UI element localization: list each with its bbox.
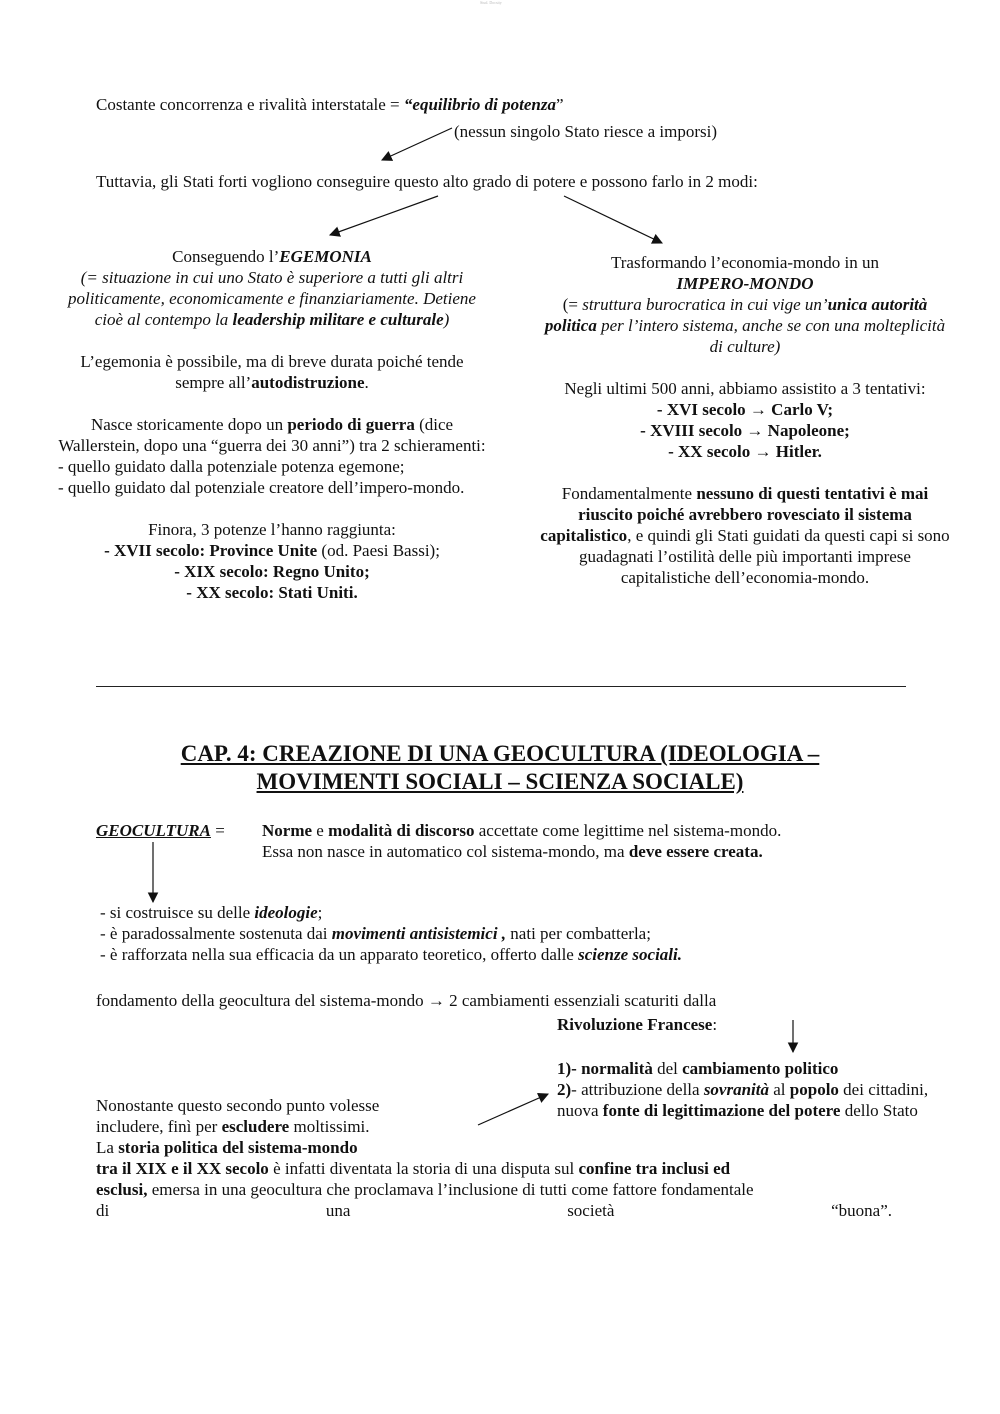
section-divider — [96, 686, 906, 687]
impero-paragraph-3: Fondamentalmente nessuno di questi tentativi è mai riuscito poiché avrebbero rovesciato il sistema capitalistico, e quindi gli Stati guidati da questi capi si sono guadagnati l’ostilità delle più importanti imprese capitalistiche dell’economia-mondo. — [540, 484, 950, 587]
egemonia-definition: (= situazione in cui uno Stato è superiore a tutti gli altri politicamente, economicamente e finanziariamente. Detiene cioè al contempo la leadership militare e culturale) — [68, 268, 476, 329]
intro-line-1 — [96, 94, 564, 115]
geocultura-bullet-2: - è paradossalmente sostenuta dai movimenti antisistemici , nati per combatterla; — [100, 924, 651, 943]
chapter-title-line-1: CAP. 4: CREAZIONE DI UNA GEOCULTURA (IDEOLOGIA – — [180, 741, 820, 766]
egemonia-list-2: - XIX secolo: Regno Unito; — [174, 562, 370, 581]
closing-line-6: di una società “buona”. — [96, 1201, 892, 1220]
geocultura-term: GEOCULTURA — [96, 821, 211, 840]
egemonia-paragraph-3: Nasce storicamente dopo un periodo di guerra (dice Wallerstein, dopo una “guerra dei 30 anni”) tra 2 schieramenti: — [58, 415, 486, 455]
foundation-item-1: 1)- normalità del cambiamento politico — [557, 1059, 839, 1078]
watermark: Stud. Docsity — [480, 0, 502, 5]
egemonia-bullet-1: - quello guidato dalla potenziale potenza egemone; — [58, 457, 405, 476]
closing-left — [96, 1095, 446, 1158]
impero-list-2: - XVIII secolo → Napoleone; — [640, 421, 850, 440]
chapter-title — [60, 740, 940, 796]
arrow-to-impero — [564, 196, 662, 243]
closing-line-1: Nonostante questo secondo punto volesse — [96, 1096, 380, 1115]
left-column — [58, 246, 486, 603]
egemonia-paragraph-4: Finora, 3 potenze l’hanno raggiunta: — [148, 520, 396, 539]
egemonia-list-1: - XVII secolo: Province Unite (od. Paesi Bassi); — [104, 541, 440, 560]
arrow-closing-to-item2 — [478, 1094, 548, 1125]
intro-term: “equilibrio di potenza — [403, 95, 556, 114]
egemonia-heading: Conseguendo l’EGEMONIA — [172, 247, 372, 266]
impero-definition: (= struttura burocratica in cui vige un’unica autorità politica per l’intero sistema, anche se con una molteplicità di culture) — [544, 295, 946, 356]
arrow-intro — [382, 128, 452, 160]
geocultura-definition: Norme e modalità di discorso accettate come legittime nel sistema-mondo. Essa non nasce in automatico col sistema-mondo, ma deve essere creata. — [262, 821, 782, 861]
chapter-title-line-2: MOVIMENTI SOCIALI – SCIENZA SOCIALE) — [256, 769, 744, 794]
foundation-items — [557, 1058, 952, 1121]
intro-text: Costante concorrenza e rivalità interstatale = — [96, 95, 404, 114]
closing-line-2: includere, finì per escludere moltissimi. — [96, 1117, 370, 1136]
intro-line-3: Tuttavia, gli Stati forti vogliono conseguire questo alto grado di potere e possono farlo in 2 modi: — [96, 172, 758, 191]
arrow-to-egemonia — [330, 196, 438, 235]
egemonia-paragraph-2: L’egemonia è possibile, ma di breve durata poiché tende sempre all’autodistruzione. — [80, 352, 464, 392]
geocultura-bullet-1: - si costruisce su delle ideologie; — [100, 903, 323, 922]
closing-full — [96, 1158, 892, 1221]
egemonia-bullet-2: - quello guidato dal potenziale creatore dell’impero-mondo. — [58, 478, 465, 497]
foundation-line-1: fondamento della geocultura del sistema-mondo → 2 cambiamenti essenziali scaturiti dalla — [96, 991, 717, 1010]
closing-line-4: tra il XIX e il XX secolo è infatti diventata la storia di una disputa sul confine tra inclusi ed — [96, 1159, 731, 1178]
impero-paragraph-2: Negli ultimi 500 anni, abbiamo assistito a 3 tentativi: — [564, 379, 926, 398]
geocultura-bullets — [100, 902, 920, 965]
closing-line-5: esclusi, emersa in una geocultura che proclamava l’inclusione di tutti come fattore fondamentale — [96, 1180, 754, 1199]
foundation-line-2: Rivoluzione Francese: — [557, 1015, 718, 1034]
impero-heading-term: IMPERO-MONDO — [676, 274, 814, 293]
geocultura-bullet-3: - è rafforzata nella sua efficacia da un apparato teoretico, offerto dalle scienze sociali. — [100, 945, 682, 964]
impero-list-1: - XVI secolo → Carlo V; — [656, 400, 834, 419]
intro-quote-close: ” — [555, 95, 564, 114]
impero-heading: Trasformando l’economia-mondo in un — [610, 253, 880, 272]
intro-line-2: (nessun singolo Stato riesce a imporsi) — [454, 122, 717, 141]
egemonia-list-3: - XX secolo: Stati Uniti. — [186, 583, 358, 602]
impero-list-3: - XX secolo → Hitler. — [668, 442, 822, 461]
right-column — [540, 252, 950, 588]
geocultura-term-line: GEOCULTURA = — [96, 821, 225, 840]
closing-line-3: La storia politica del sistema-mondo — [96, 1138, 358, 1157]
foundation-item-2: 2)- attribuzione della sovranità al popolo dei cittadini, nuova fonte di legittimazione del potere dello Stato — [557, 1080, 929, 1120]
